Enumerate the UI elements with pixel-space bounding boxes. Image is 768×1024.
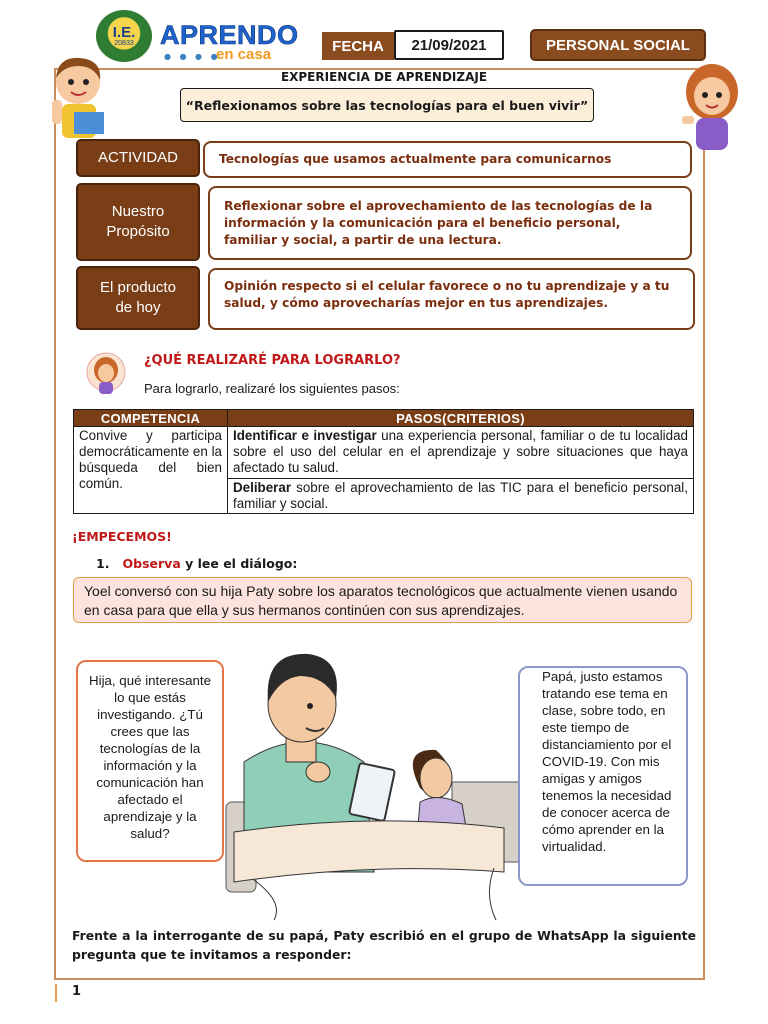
col-competencia-header: COMPETENCIA xyxy=(74,410,228,427)
fecha-value: 21/09/2021 xyxy=(394,30,504,60)
school-number: 20833 xyxy=(114,40,134,47)
step1-bold: Identificar e investigar xyxy=(233,428,377,443)
step-observa: Observa xyxy=(122,556,181,571)
step-1 xyxy=(96,556,297,571)
brand-dots-decoration: ● ● ● ● xyxy=(164,52,221,61)
step2-bold: Deliberar xyxy=(233,480,292,495)
aprendo-en-casa-logo xyxy=(160,22,300,66)
producto-label: El producto de hoy xyxy=(76,266,200,330)
col-pasos-header: PASOS(CRITERIOS) xyxy=(228,410,694,427)
fecha-label: FECHA xyxy=(322,32,394,60)
plan-heading: ¿QUÉ REALIZARÉ PARA LOGRARLO? xyxy=(144,353,401,368)
girl-avatar-icon xyxy=(86,352,126,398)
step-rest: y lee el diálogo: xyxy=(180,556,298,571)
daughter-speech-bubble: Papá, justo estamos tratando ese tema en clase, sobre todo, en este tiempo de distanciamiento por el COVID-19. Con mis amigas y amigos tenemos la necesidad de conocer acerca de cómo aprender en la virtualidad. xyxy=(518,666,688,886)
competencia-cell: Convive y participa democráticamente en la búsqueda del bien común. xyxy=(74,427,228,514)
page-number-bar xyxy=(55,984,57,1002)
plan-subtitle: Para lograrlo, realizaré los siguientes pasos: xyxy=(144,381,400,396)
step2-text: sobre el aprovechamiento de las TIC para el beneficio personal, familiar y social. xyxy=(233,480,688,511)
intro-box: Yoel conversó con su hija Paty sobre los aparatos tecnológicos que actualmente vienen usando en casa para que ella y sus hermanos continúen con sus aprendizajes. xyxy=(73,577,692,623)
step1-text: una experiencia personal, familiar o de tu localidad sobre el uso del celular en el aprendizaje y sobre situaciones que haya afectado tu salud. xyxy=(233,428,688,475)
actividad-text: Tecnologías que usamos actualmente para comunicarnos xyxy=(203,141,692,178)
page-number: 1 xyxy=(72,984,82,999)
father-daughter-illustration xyxy=(224,632,524,922)
proposito-label: Nuestro Propósito xyxy=(76,183,200,261)
actividad-label: ACTIVIDAD xyxy=(76,139,200,177)
area-badge: PERSONAL SOCIAL xyxy=(530,29,706,61)
step-number: 1. xyxy=(96,556,110,571)
school-badge-text: I.E. xyxy=(112,24,136,41)
brand-main: APRENDO xyxy=(160,20,299,50)
brand-sub: en casa xyxy=(216,46,272,63)
father-speech-bubble: Hija, qué interesante lo que estás investigando. ¿Tú crees que las tecnologías de la información y la comunicación han afectado el aprendizaje y la salud? xyxy=(76,660,224,862)
step2-cell xyxy=(228,479,694,514)
producto-text: Opinión respecto si el celular favorece o no tu aprendizaje y a tu salud, y cómo aprovecharías mejor en tus aprendizajes. xyxy=(208,268,695,330)
boy-illustration xyxy=(44,52,116,142)
step1-cell xyxy=(228,427,694,479)
empecemos-heading: ¡EMPECEMOS! xyxy=(72,529,172,544)
footer-question: Frente a la interrogante de su papá, Paty escribió en el grupo de WhatsApp la siguiente pregunta que te invitamos a responder: xyxy=(72,928,696,962)
experience-title: “Reflexionamos sobre las tecnologías para el buen vivir” xyxy=(180,88,594,122)
experience-heading: EXPERIENCIA DE APRENDIZAJE xyxy=(280,70,488,84)
competency-table xyxy=(73,409,694,514)
proposito-text: Reflexionar sobre el aprovechamiento de las tecnologías de la información y la comunicación para el beneficio personal, familiar y social, a partir de una lectura. xyxy=(208,186,692,260)
